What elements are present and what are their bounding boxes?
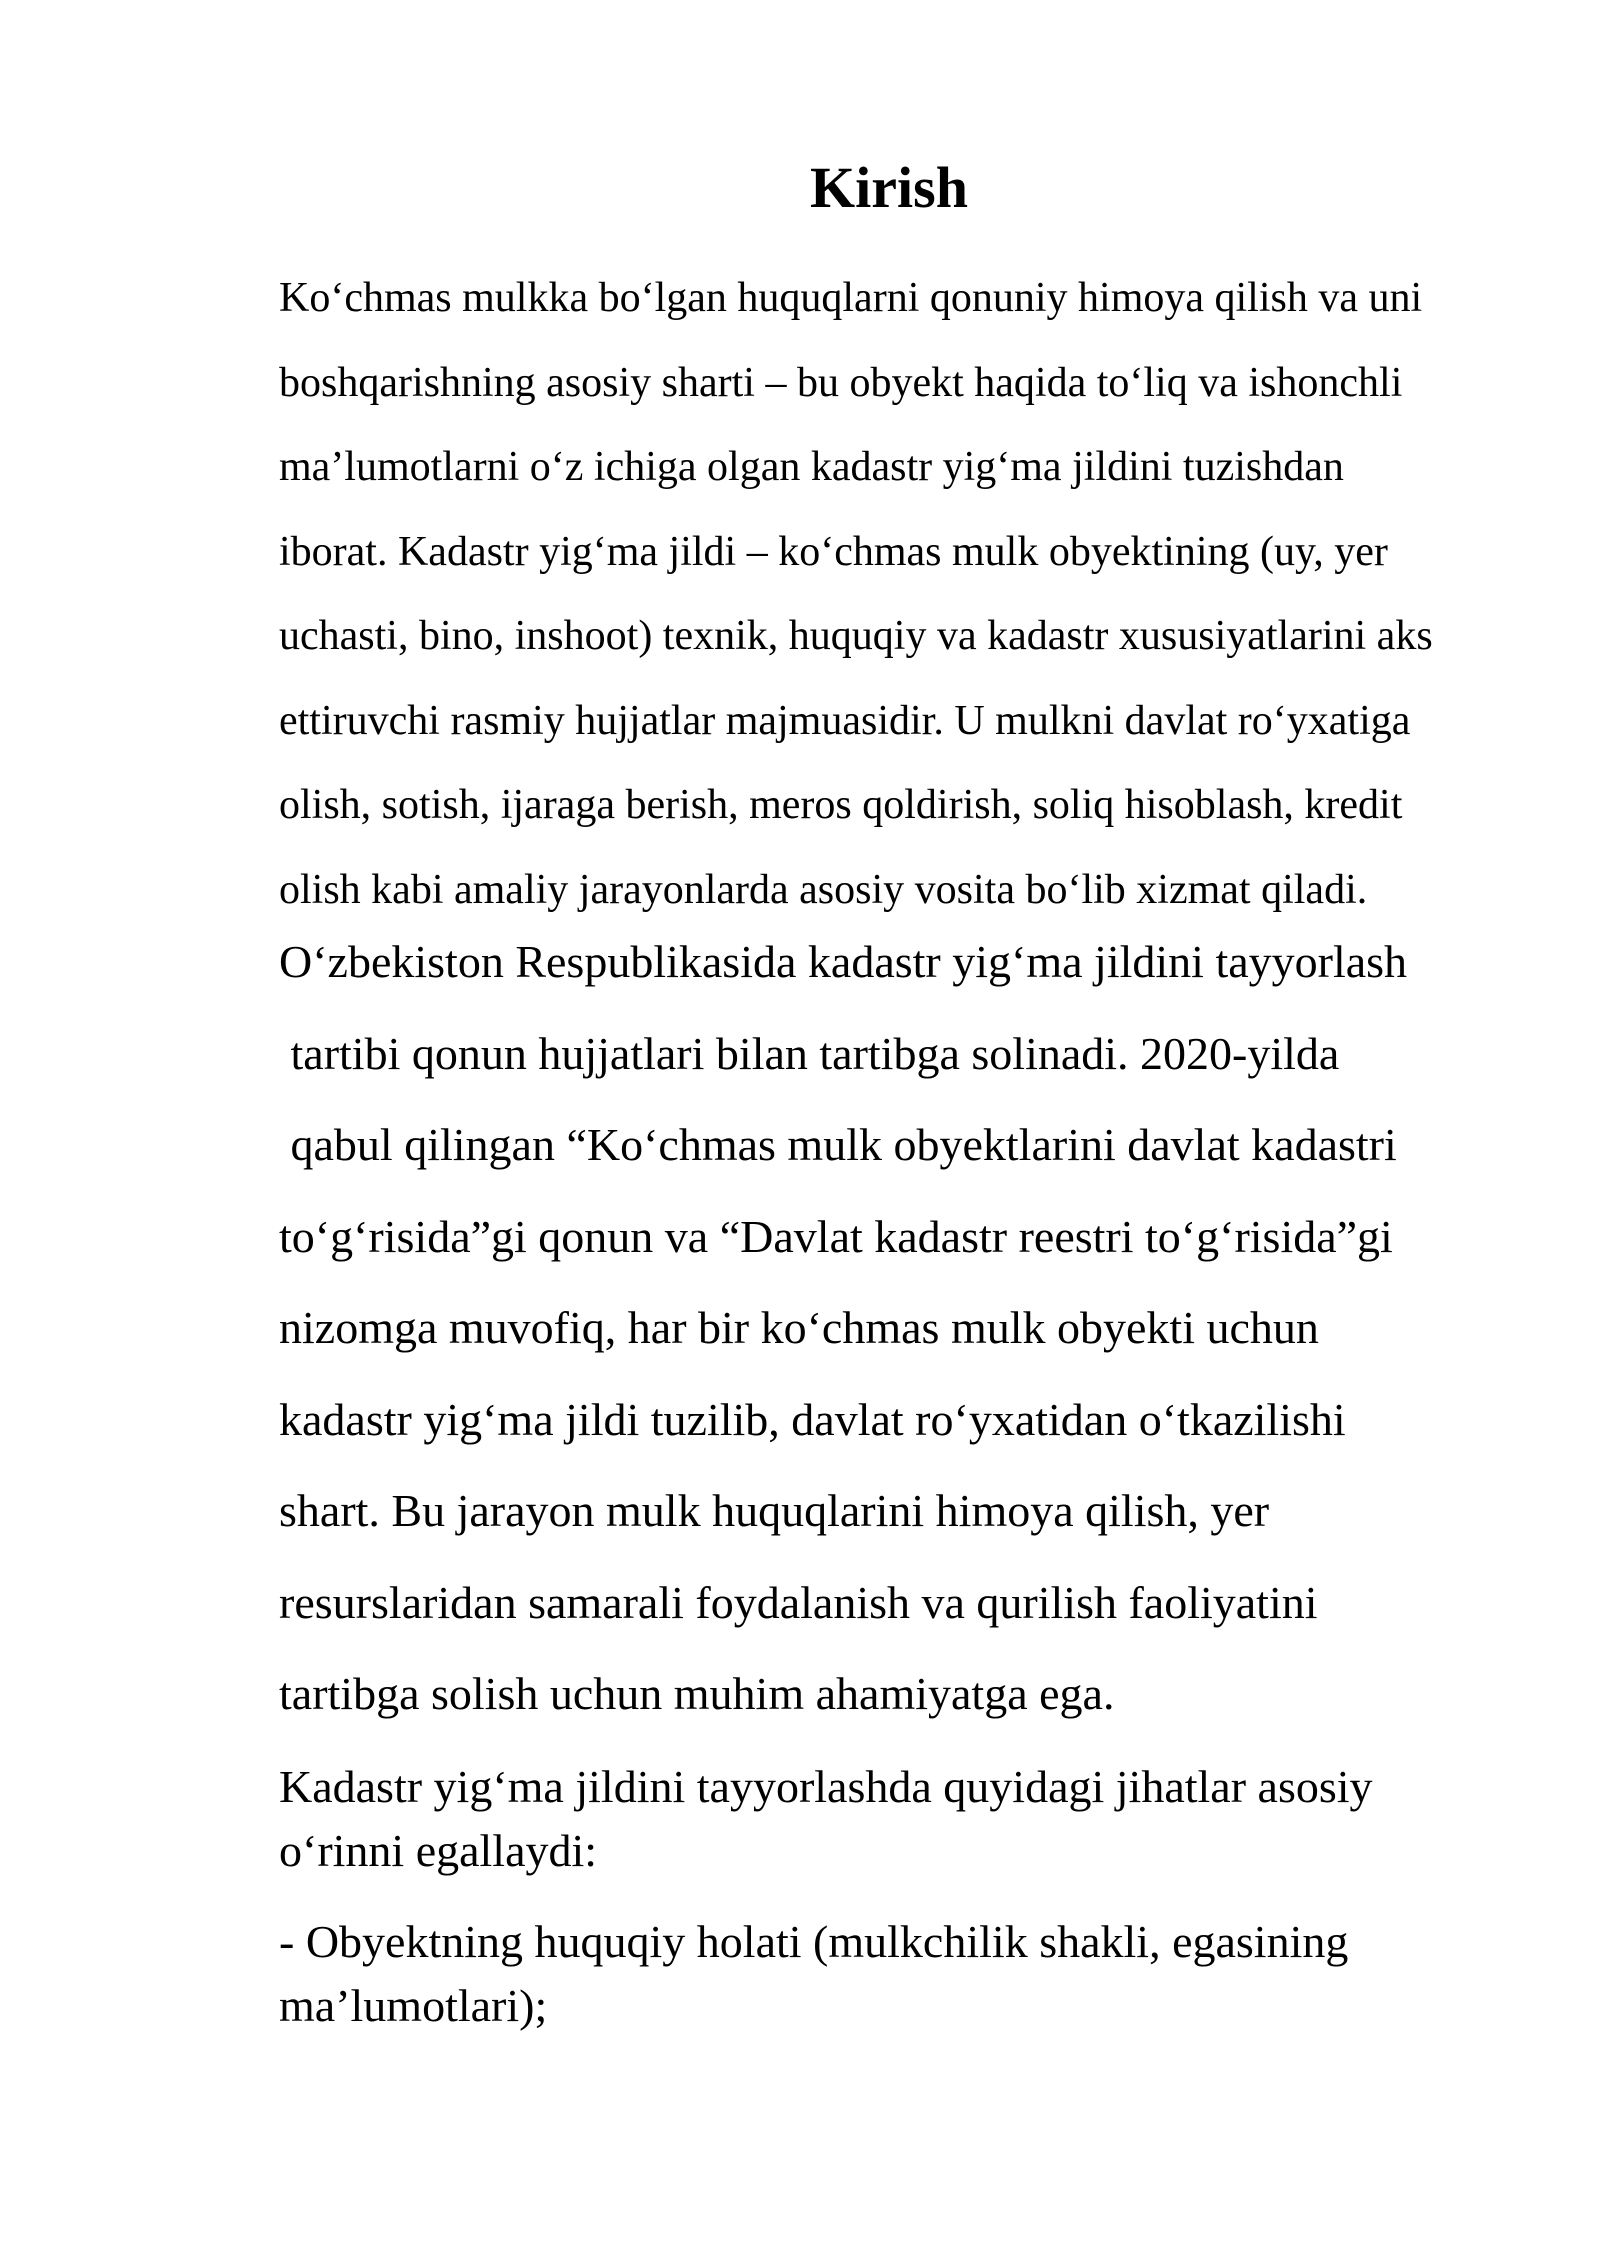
text-line: boshqarishning asosiy sharti – bu obyekt haqida to‘liq va ishonchli — [279, 359, 1403, 406]
text-line: ettiruvchi rasmiy hujjatlar majmuasidir. U mulkni davlat ro‘yxatiga — [279, 697, 1411, 744]
text-line: nizomga muvofiq, har bir ko‘chmas mulk obyekti uchun — [279, 1302, 1319, 1353]
text-line: O‘zbekiston Respublikasida kadastr yig‘ma jildini tayyorlash — [279, 936, 1408, 987]
text-line: olish kabi amaliy jarayonlarda asosiy vosita bo‘lib xizmat qiladi. — [279, 866, 1368, 913]
text-line: ma’lumotlarni o‘z ichiga olgan kadastr yig‘ma jildini tuzishdan — [279, 444, 1344, 490]
text-line: tartibi qonun hujjatlari bilan tartibga solinadi. 2020-yilda — [279, 1027, 1340, 1079]
text-line: olish, sotish, ijaraga berish, meros qoldirish, soliq hisoblash, kredit — [279, 782, 1403, 828]
aspects-intro-paragraph — [279, 1755, 1569, 1883]
text-line: qabul qilingan “Ko‘chmas mulk obyektlarini davlat kadastri — [279, 1119, 1397, 1170]
list-item — [279, 1910, 1569, 2038]
text-line: tartibga solish uchun muhim ahamiyatga ega. — [279, 1668, 1115, 1719]
text-line: uchasti, bino, inshoot) texnik, huquqiy va kadastr xususiyatlarini aks — [279, 613, 1433, 659]
text-line: kadastr yig‘ma jildi tuzilib, davlat ro‘yxatidan o‘tkazilishi — [279, 1393, 1346, 1445]
legal-basis-paragraph — [279, 916, 1569, 1740]
page-title: Kirish — [810, 155, 968, 220]
text-line: - Obyektning huquqiy holati (mulkchilik shakli, egasining — [279, 1916, 1349, 1967]
text-line: Ko‘chmas mulkka bo‘lgan huquqlarni qonuniy himoya qilish va uni — [279, 275, 1423, 321]
intro-paragraph — [279, 256, 1569, 932]
text-line: shart. Bu jarayon mulk huquqlarini himoya qilish, yer — [279, 1485, 1270, 1536]
text-line: resurslaridan samarali foydalanish va qurilish faoliyatini — [279, 1576, 1318, 1628]
text-line: ma’lumotlari); — [279, 1980, 548, 2031]
text-line: Kadastr yig‘ma jildini tayyorlashda quyidagi jihatlar asosiy — [279, 1761, 1373, 1812]
text-line: o‘rinni egallaydi: — [279, 1825, 598, 1876]
text-line: to‘g‘risida”gi qonun va “Davlat kadastr reestri to‘g‘risida”gi — [279, 1210, 1393, 1262]
text-line: iborat. Kadastr yig‘ma jildi – ko‘chmas mulk obyektining (uy, yer — [279, 528, 1388, 575]
